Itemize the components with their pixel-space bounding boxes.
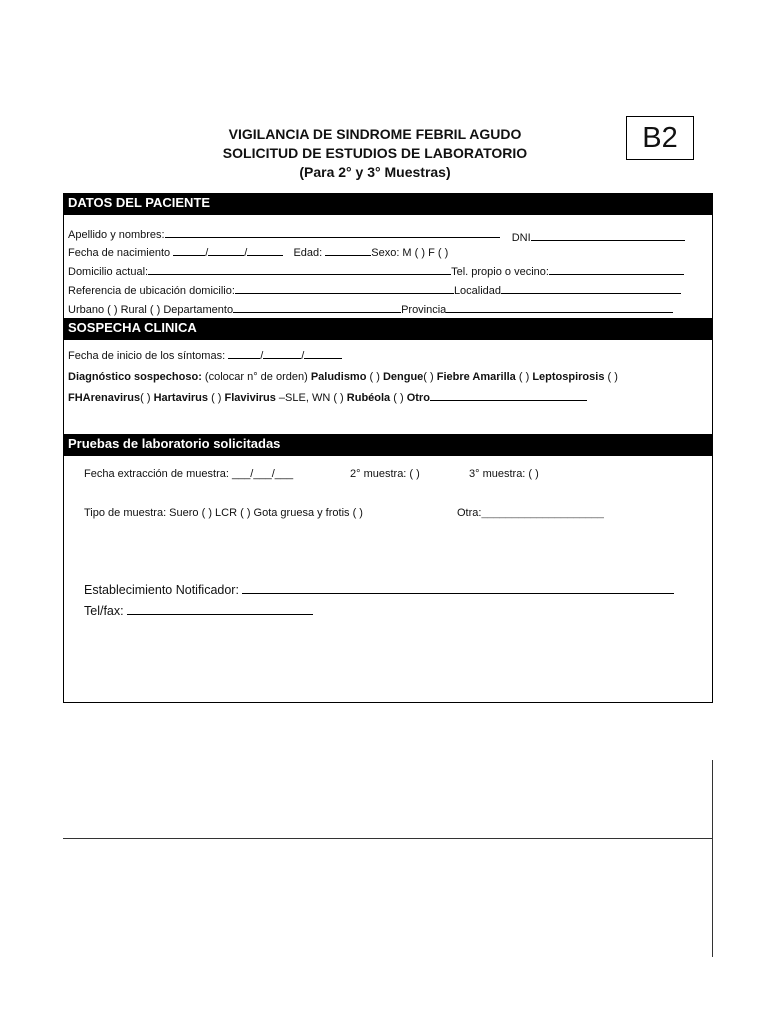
field-dni[interactable] xyxy=(531,229,685,241)
row-otra xyxy=(457,506,604,520)
row-diagnostico xyxy=(68,370,618,384)
option-flavivirus: Flavivirus xyxy=(224,392,276,404)
row-domicilio xyxy=(68,263,684,279)
row-diagnostico-2 xyxy=(68,389,587,405)
checkbox-tercera-muestra[interactable]: 3° muestra: ( ) xyxy=(469,468,539,480)
section-header-patient: DATOS DEL PACIENTE xyxy=(63,193,713,215)
page-rule-horizontal xyxy=(63,838,713,839)
field-inicio-anio[interactable] xyxy=(304,347,342,359)
label-fecha-nacimiento: Fecha de nacimiento xyxy=(68,247,171,259)
row-fecha-nacimiento xyxy=(68,244,448,260)
label-diagnostico: Diagnóstico sospechoso: xyxy=(68,371,202,383)
row-tercera-muestra xyxy=(469,467,539,481)
label-apellido: Apellido y nombres: xyxy=(68,229,165,241)
row-telfax xyxy=(84,601,313,619)
form-title-line1: VIGILANCIA DE SINDROME FEBRIL AGUDO xyxy=(228,126,522,142)
label-otra: Otra: xyxy=(457,507,482,519)
field-telfax[interactable] xyxy=(127,601,313,615)
label-sexo[interactable]: Sexo: M ( ) F ( ) xyxy=(371,247,449,259)
field-provincia[interactable] xyxy=(446,301,673,313)
checkbox-segunda-muestra[interactable]: 2° muestra: ( ) xyxy=(350,468,420,480)
field-departamento[interactable] xyxy=(233,301,401,313)
checkbox-hantavirus[interactable]: ( ) xyxy=(208,392,225,404)
form-title-line3: (Para 2° y 3° Muestras) xyxy=(299,164,451,180)
section-header-tests: Pruebas de laboratorio solicitadas xyxy=(63,434,713,456)
option-rubeola: Rubéola xyxy=(346,392,391,404)
label-dni: DNI xyxy=(511,232,531,244)
label-domicilio: Domicilio actual: xyxy=(68,266,149,278)
label-fecha-extraccion[interactable]: Fecha extracción de muestra: ___/___/___ xyxy=(84,468,294,480)
field-edad[interactable] xyxy=(325,244,371,256)
field-inicio-dia[interactable] xyxy=(228,347,260,359)
option-dengue: Dengue xyxy=(382,371,424,383)
field-referencia[interactable] xyxy=(235,282,454,294)
date-separator: / xyxy=(205,247,209,259)
label-establecimiento: Establecimiento Notificador: xyxy=(84,583,239,597)
form-code-box: B2 xyxy=(626,116,694,160)
label-tel: Tel. propio o vecino: xyxy=(451,266,549,278)
label-urbano-rural-departamento[interactable]: Urbano ( ) Rural ( ) Departamento xyxy=(68,304,234,316)
row-fecha-inicio xyxy=(68,347,342,363)
field-nac-dia[interactable] xyxy=(173,244,205,256)
checkbox-leptospirosis[interactable]: ( ) xyxy=(604,371,618,383)
label-provincia: Provincia xyxy=(401,304,447,316)
label-diagnostico-note: (colocar n° de orden) xyxy=(201,371,311,383)
field-tel[interactable] xyxy=(549,263,684,275)
checkbox-paludismo[interactable]: ( ) xyxy=(366,371,383,383)
section-header-suspicion: SOSPECHA CLINICA xyxy=(63,318,713,340)
field-otra[interactable]: ____________________ xyxy=(481,507,604,519)
checkbox-rubeola[interactable]: ( ) xyxy=(390,392,407,404)
date-separator: / xyxy=(260,350,264,362)
label-fecha-inicio: Fecha de inicio de los síntomas: xyxy=(68,350,226,362)
field-nac-anio[interactable] xyxy=(247,244,283,256)
label-edad: Edad: xyxy=(293,247,323,259)
checkbox-flavivirus[interactable]: –SLE, WN ( ) xyxy=(275,392,347,404)
label-tipo-muestra[interactable]: Tipo de muestra: Suero ( ) LCR ( ) Gota gruesa y frotis ( ) xyxy=(84,507,363,519)
option-leptospirosis: Leptospirosis xyxy=(532,371,605,383)
date-separator: / xyxy=(244,247,248,259)
row-segunda-muestra xyxy=(350,467,420,481)
option-fiebre-amarilla: Fiebre Amarilla xyxy=(436,371,516,383)
field-otro[interactable] xyxy=(430,389,587,401)
checkbox-dengue[interactable]: ( ) xyxy=(423,371,437,383)
date-separator: / xyxy=(301,350,305,362)
row-apellido xyxy=(68,226,685,242)
checkbox-fharenavirus[interactable]: ( ) xyxy=(140,392,154,404)
label-localidad: Localidad xyxy=(453,285,502,297)
label-referencia: Referencia de ubicación domicilio: xyxy=(68,285,235,297)
row-urbano-rural xyxy=(68,301,673,317)
field-apellido[interactable] xyxy=(165,226,500,238)
label-telfax: Tel/fax: xyxy=(84,604,124,618)
option-fharenavirus: FHArenavirus xyxy=(68,392,141,404)
field-domicilio[interactable] xyxy=(148,263,451,275)
row-fecha-extraccion xyxy=(84,467,293,481)
field-localidad[interactable] xyxy=(501,282,681,294)
row-tipo-muestra xyxy=(84,506,363,520)
field-establecimiento[interactable] xyxy=(242,580,674,594)
form-title-line2: SOLICITUD DE ESTUDIOS DE LABORATORIO xyxy=(222,145,528,161)
row-referencia xyxy=(68,282,681,298)
option-hantavirus: Hartavirus xyxy=(153,392,209,404)
option-otro: Otro xyxy=(406,392,430,404)
field-inicio-mes[interactable] xyxy=(263,347,301,359)
page-rule-vertical xyxy=(712,760,713,957)
field-nac-mes[interactable] xyxy=(208,244,244,256)
option-paludismo: Paludismo xyxy=(310,371,367,383)
checkbox-fiebre-amarilla[interactable]: ( ) xyxy=(515,371,533,383)
row-establecimiento xyxy=(84,580,674,598)
